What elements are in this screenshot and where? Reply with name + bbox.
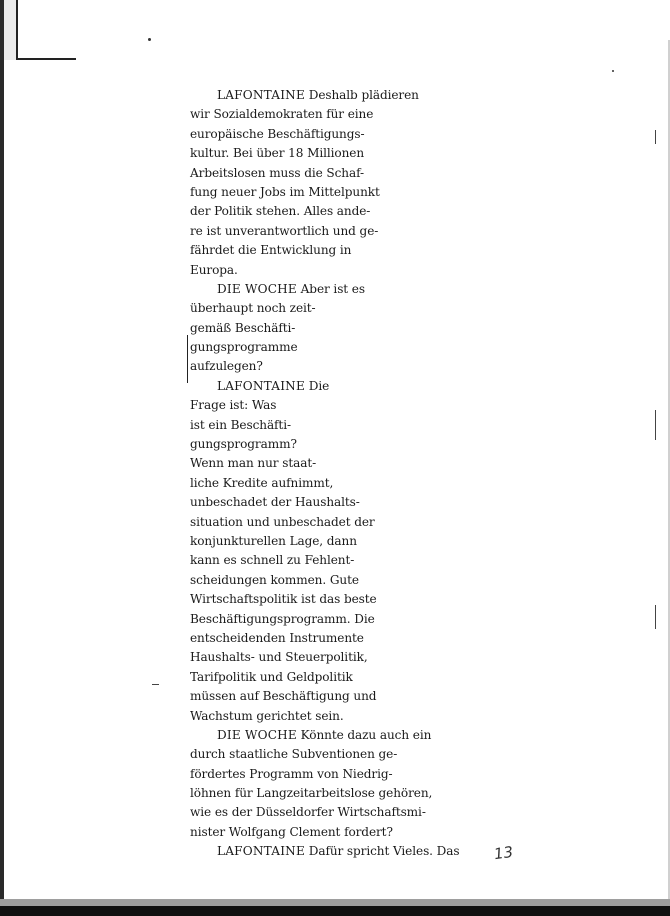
- text-line: [190, 299, 470, 318]
- paragraph-first-line: [190, 726, 470, 745]
- line-text: gemäß Beschäfti-: [190, 320, 296, 335]
- speaker-name: DIE WOCHE: [217, 727, 297, 742]
- text-line: [190, 241, 470, 260]
- text-line: [190, 551, 470, 570]
- scan-tick: [655, 410, 656, 440]
- line-text: europäische Beschäftigungs-: [190, 126, 365, 141]
- scan-tick: [655, 130, 656, 144]
- scan-edge-mark: [4, 0, 16, 60]
- text-line: [190, 261, 470, 280]
- text-line: [190, 357, 470, 376]
- text-line: [190, 222, 470, 241]
- line-text: liche Kredite aufnimmt,: [190, 475, 334, 490]
- text-line: [190, 338, 470, 357]
- text-line: [190, 745, 470, 764]
- text-line: [190, 435, 470, 454]
- line-text: scheidungen kommen. Gute: [190, 572, 359, 587]
- text-line: [190, 183, 470, 202]
- line-text: fung neuer Jobs im Mittelpunkt: [190, 184, 380, 199]
- speaker-name: LAFONTAINE: [217, 844, 305, 859]
- text-line: [190, 765, 470, 784]
- line-text: kultur. Bei über 18 Millionen: [190, 146, 365, 161]
- text-line: [190, 629, 470, 648]
- line-text: Europa.: [190, 262, 238, 277]
- text-line: [190, 202, 470, 221]
- page-number: 13: [492, 842, 515, 864]
- text-line: [190, 396, 470, 415]
- paragraph-first-line: [190, 86, 470, 105]
- text-line: [190, 803, 470, 822]
- line-text: löhnen für Langzeitarbeitslose gehören,: [190, 786, 433, 801]
- text-line: [190, 532, 470, 551]
- text-line: [190, 707, 470, 726]
- paragraph-first-line: [190, 377, 470, 396]
- line-text: gungsprogramm?: [190, 437, 297, 452]
- speaker-name: LAFONTAINE: [217, 378, 305, 393]
- text-line: [190, 493, 470, 512]
- text-line: [190, 105, 470, 124]
- text-line: [190, 610, 470, 629]
- line-text: ist ein Beschäfti-: [190, 417, 291, 432]
- scan-tick: [655, 605, 656, 629]
- text-line: [190, 319, 470, 338]
- line-text: Frage ist: Was: [190, 398, 277, 413]
- line-text: Deshalb plädieren: [308, 88, 419, 102]
- line-text: fördertes Programm von Niedrig-: [190, 766, 393, 781]
- text-line: [190, 416, 470, 435]
- line-text: Wirtschaftspolitik ist das beste: [190, 592, 377, 607]
- text-line: [190, 823, 470, 842]
- text-line: [190, 668, 470, 687]
- line-text: unbeschadet der Haushalts-: [190, 495, 360, 510]
- text-line: [190, 687, 470, 706]
- text-line: [190, 164, 470, 183]
- line-text: kann es schnell zu Fehlent-: [190, 553, 355, 568]
- speaker-name: LAFONTAINE: [217, 88, 305, 102]
- line-text: müssen auf Beschäftigung und: [190, 689, 377, 704]
- paragraph-first-line: [190, 280, 470, 299]
- line-text: der Politik stehen. Alles ande-: [190, 204, 371, 219]
- line-text: fährdet die Entwicklung in: [190, 243, 352, 258]
- crop-mark-vertical: [16, 0, 18, 60]
- line-text: gungsprogramme: [190, 340, 298, 355]
- text-line: [190, 144, 470, 163]
- line-text: wie es der Düsseldorfer Wirtschaftsmi-: [190, 805, 426, 820]
- line-text: Arbeitslosen muss die Schaf-: [190, 165, 365, 180]
- scan-speck: [148, 38, 151, 41]
- line-text: Haushalts- und Steuerpolitik,: [190, 650, 368, 665]
- text-line: [190, 474, 470, 493]
- line-text: Aber ist es: [300, 281, 365, 296]
- scan-bottom-edge: [0, 906, 670, 916]
- line-text: situation und unbeschadet der: [190, 514, 375, 529]
- text-line: [190, 454, 470, 473]
- line-text: Wenn man nur staat-: [190, 456, 317, 471]
- line-text: Wachstum gerichtet sein.: [190, 708, 344, 723]
- text-line: [190, 590, 470, 609]
- margin-stub: [152, 684, 159, 685]
- text-line: [190, 125, 470, 144]
- line-text: Tarifpolitik und Geldpolitik: [190, 669, 353, 684]
- line-text: aufzulegen?: [190, 359, 263, 374]
- line-text: Beschäftigungsprogramm. Die: [190, 611, 375, 626]
- text-line: [190, 571, 470, 590]
- line-text: wir Sozialdemokraten für eine: [190, 107, 374, 122]
- scan-speck: [612, 70, 614, 72]
- scan-bottom-shadow: [0, 899, 670, 906]
- line-text: konjunkturellen Lage, dann: [190, 533, 357, 548]
- line-text: nister Wolfgang Clement fordert?: [190, 824, 393, 839]
- line-text: entscheidenden Instrumente: [190, 630, 364, 645]
- crop-mark-horizontal: [16, 58, 76, 60]
- line-text: durch staatliche Subventionen ge-: [190, 747, 398, 762]
- line-text: überhaupt noch zeit-: [190, 301, 316, 316]
- line-text: re ist unverantwortlich und ge-: [190, 223, 379, 238]
- paragraph-first-line: [190, 842, 470, 861]
- text-line: [190, 784, 470, 803]
- line-text: Könnte dazu auch ein: [300, 727, 432, 742]
- text-line: [190, 513, 470, 532]
- text-line: [190, 648, 470, 667]
- speaker-name: DIE WOCHE: [217, 281, 297, 296]
- line-text: Dafür spricht Vieles. Das: [308, 844, 460, 859]
- line-text: Die: [308, 378, 330, 393]
- margin-mark: [187, 335, 188, 383]
- scan-left-edge: [0, 0, 4, 916]
- text-column: [190, 86, 470, 862]
